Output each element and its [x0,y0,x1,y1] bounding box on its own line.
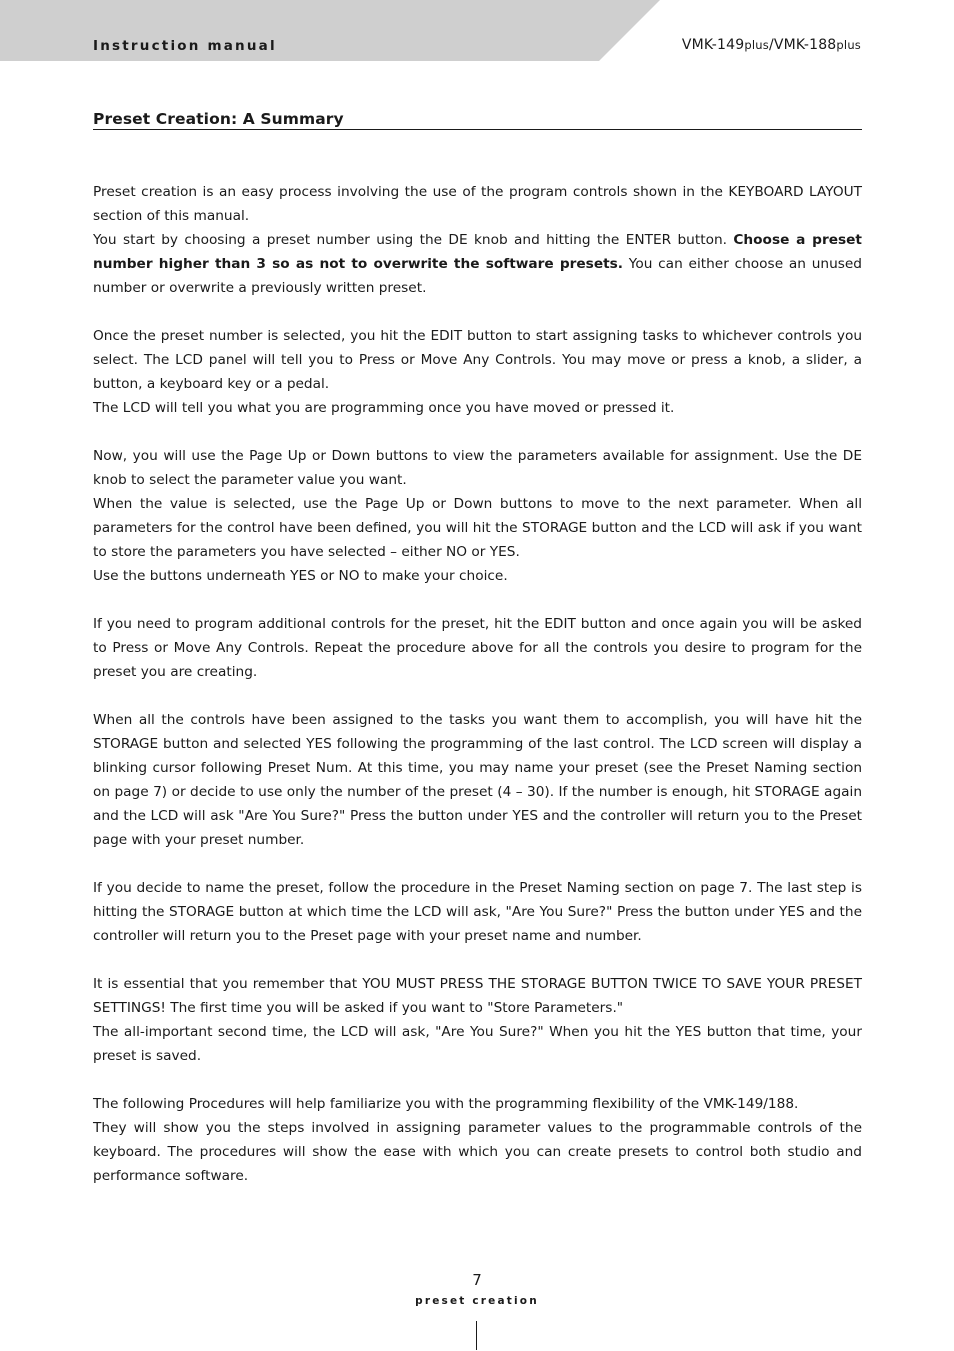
header-model-label [682,37,861,53]
paragraph-gap [93,300,862,324]
paragraph-text: You can either choose an unused number or overwrite a previously written preset. [93,256,862,296]
paragraph: It is essential that you remember that YOU MUST PRESS THE STORAGE BUTTON TWICE TO SAVE YOUR PRESET SETTINGS! The first time you will be asked if you want to "Store Parameters." [93,976,862,1016]
model-a-suffix: plus [744,38,769,52]
paragraph: If you need to program additional controls for the preset, hit the EDIT button and once again you will be asked to Press or Move Any Controls. Repeat the procedure above for all the controls you desire to program for the preset you are creating. [93,616,862,680]
page-number: 7 [472,1271,482,1289]
paragraph-text: You start by choosing a preset number using the DE knob and hitting the ENTER button. [93,232,734,248]
paragraph-gap [93,420,862,444]
paragraph: If you decide to name the preset, follow the procedure in the Preset Naming section on page 7. The last step is hitting the STORAGE button at which time the LCD will ask, "Are You Sure?" Press the button under YES and the controller will return you to the Preset page with your preset name and number. [93,880,862,944]
paragraph: Use the buttons underneath YES or NO to make your choice. [93,568,508,584]
paragraph: The all-important second time, the LCD will ask, "Are You Sure?" When you hit the YES button that time, your preset is saved. [93,1024,862,1064]
model-a: VMK-149 [681,37,745,53]
footer-section-label: preset creation [415,1295,539,1307]
paragraph [93,228,862,300]
paragraph-bold-text: Choose a preset number higher than 3 so as not to overwrite the software presets. [93,232,862,272]
paragraph: The LCD will tell you what you are programming once you have moved or pressed it. [93,400,675,416]
paragraph: Preset creation is an easy process involving the use of the program controls shown in the KEYBOARD LAYOUT section of this manual. [93,184,862,224]
paragraph-gap [93,852,862,876]
paragraph: Now, you will use the Page Up or Down buttons to view the parameters available for assignment. Use the DE knob to select the parameter value you want. [93,448,862,488]
paragraph-gap [93,1068,862,1092]
paragraph: When all the controls have been assigned to the tasks you want them to accomplish, you will have hit the STORAGE button and selected YES following the programming of the last control. The LCD screen will display a blinking cursor following Preset Num. At this time, you may name your preset (see the Preset Naming section on page 7) or decide to use only the number of the preset (4 – 30). If the number is enough, hit STORAGE again and the LCD will ask "Are You Sure?" Press the button under YES and the controller will return you to the Preset page with your preset number. [93,712,862,848]
paragraph: The following Procedures will help familiarize you with the programming flexibility of the VMK-149/188. [93,1096,799,1112]
model-separator: / [768,37,774,53]
paragraph: They will show you the steps involved in assigning parameter values to the programmable controls of the keyboard. The procedures will show the ease with which you can create presets to control both studio and performance software. [93,1120,862,1184]
footer-divider [476,1321,477,1350]
paragraph: When the value is selected, use the Page Up or Down buttons to move to the next parameter. When all parameters for the control have been defined, you will hit the STORAGE button and the LCD will ask if you want to store the parameters you have selected – either NO or YES. [93,496,862,560]
body-text [93,180,862,1188]
paragraph-gap [93,948,862,972]
paragraph: Once the preset number is selected, you hit the EDIT button to start assigning tasks to whichever controls you select. The LCD panel will tell you to Press or Move Any Controls. You may move or press a knob, a slider, a button, a keyboard key or a pedal. [93,328,862,392]
paragraph-gap [93,588,862,612]
section-title: Preset Creation: A Summary [93,110,862,130]
model-b: VMK-188 [773,37,837,53]
header-manual-label: Instruction manual [93,38,277,54]
paragraph-gap [93,684,862,708]
model-b-suffix: plus [836,38,861,52]
